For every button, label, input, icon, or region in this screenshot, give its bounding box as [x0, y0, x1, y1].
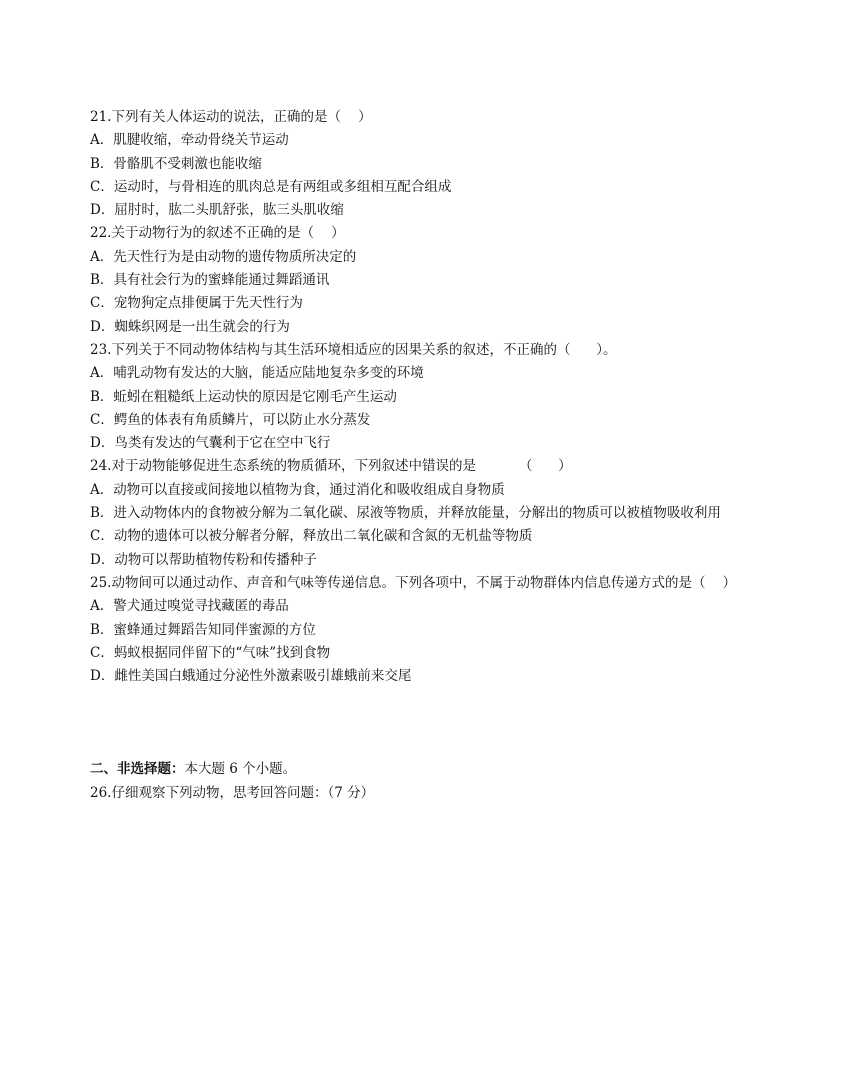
section-heading — [90, 758, 790, 781]
option-d: D．鸟类有发达的气囊利于它在空中飞行 — [90, 435, 331, 452]
option-a: A．哺乳动物有发达的大脑，能适应陆地复杂多变的环境 — [90, 365, 424, 382]
question-25 — [90, 572, 790, 688]
question-23 — [90, 339, 790, 455]
option-b: B．骨骼肌不受刺激也能收缩 — [90, 155, 262, 172]
question-26: 26.仔细观察下列动物，思考回答问题：（7 分） — [90, 784, 375, 801]
document-page — [90, 106, 790, 805]
option-c: C．宠物狗定点排便属于先天性行为 — [90, 295, 303, 312]
question-22 — [90, 222, 790, 338]
option-b: B．蜜蜂通过舞蹈告知同伴蜜源的方位 — [90, 621, 316, 638]
option-d: D．屈肘时，肱二头肌舒张，肱三头肌收缩 — [90, 202, 344, 219]
section-spacer — [90, 688, 790, 758]
option-b: B．具有社会行为的蜜蜂能通过舞蹈通讯 — [90, 272, 330, 289]
section-description: 本大题 6 个小题。 — [184, 761, 297, 778]
option-a: A．先天性行为是由动物的遗传物质所决定的 — [90, 248, 357, 265]
option-d: D．蜘蛛织网是一出生就会的行为 — [90, 318, 290, 335]
option-a: A．警犬通过嗅觉寻找藏匿的毒品 — [90, 598, 289, 615]
option-d: D．雌性美国白蛾通过分泌性外激素吸引雄蛾前来交尾 — [90, 668, 412, 685]
question-stem: 23.下列关于不同动物体结构与其生活环境相适应的因果关系的叙述，不正确的（ ）。 — [90, 341, 617, 358]
question-stem: 21.下列有关人体运动的说法，正确的是（ ） — [90, 109, 372, 125]
option-a: A．动物可以直接或间接地以植物为食，通过消化和吸收组成自身物质 — [90, 481, 505, 498]
question-21 — [90, 106, 790, 222]
question-24 — [90, 455, 790, 571]
option-b: B．进入动物体内的食物被分解为二氧化碳、尿液等物质，并释放能量，分解出的物质可以被植物吸收利用 — [90, 505, 721, 522]
option-c: C．蚂蚁根据同伴留下的“气味”找到食物 — [90, 644, 331, 661]
option-c: C．鳄鱼的体表有角质鳞片，可以防止水分蒸发 — [90, 411, 371, 428]
question-stem: 24.对于动物能够促进生态系统的物质循环，下列叙述中错误的是 （ ） — [90, 458, 572, 475]
question-stem: 25.动物间可以通过动作、声音和气味等传递信息。下列各项中，不属于动物群体内信息传递方式的是（ ） — [90, 574, 737, 591]
question-stem: 22.关于动物行为的叙述不正确的是（ ） — [90, 225, 345, 242]
option-c: C．运动时，与骨相连的肌肉总是有两组或多组相互配合组成 — [90, 178, 452, 195]
option-c: C．动物的遗体可以被分解者分解，释放出二氧化碳和含氮的无机盐等物质 — [90, 528, 533, 545]
section-title: 二、非选择题： — [90, 761, 185, 778]
option-b: B．蚯蚓在粗糙纸上运动快的原因是它刚毛产生运动 — [90, 388, 397, 405]
option-a: A．肌腱收缩，牵动骨绕关节运动 — [90, 132, 289, 149]
option-d: D．动物可以帮助植物传粉和传播种子 — [90, 551, 317, 568]
